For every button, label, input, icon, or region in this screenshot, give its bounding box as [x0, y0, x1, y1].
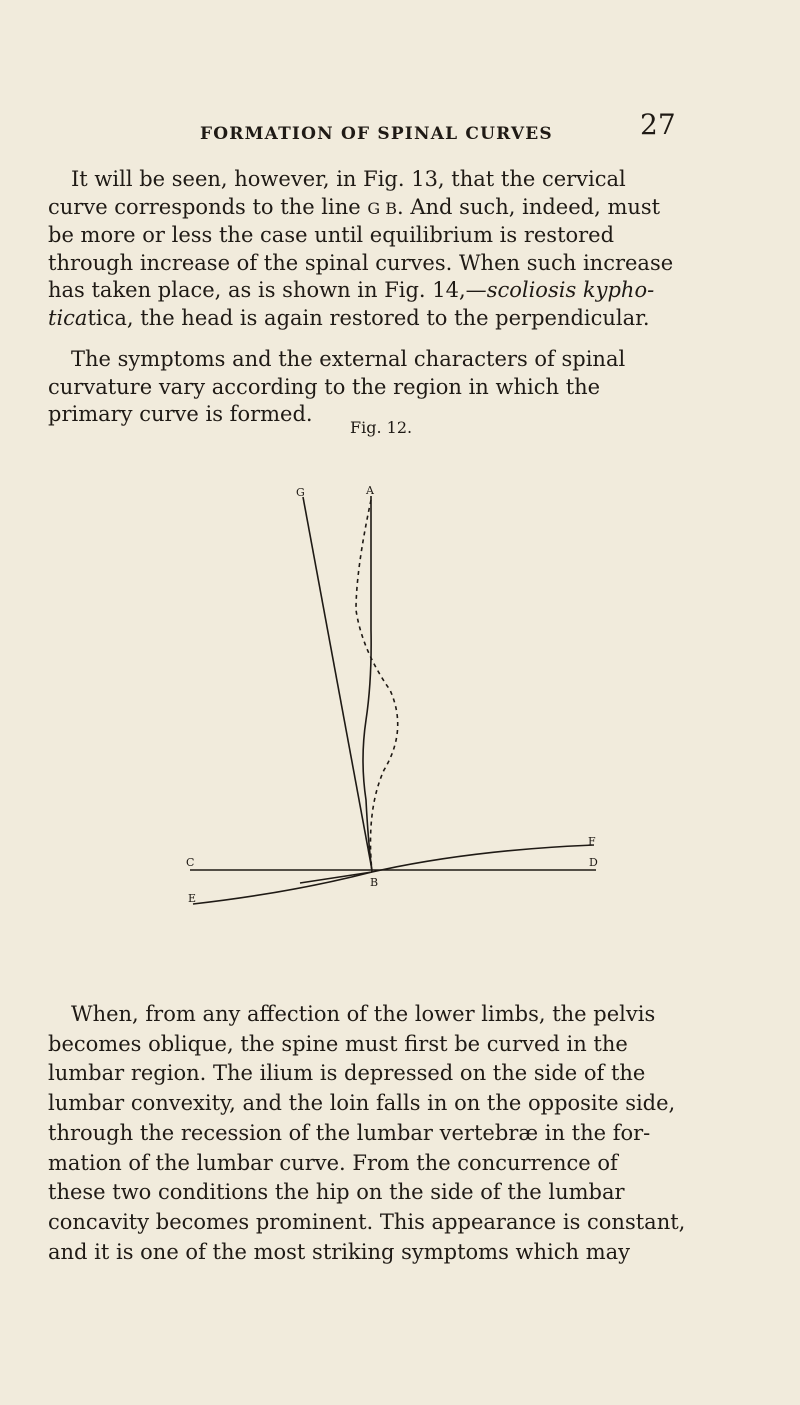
text-line: becomes oblique, the spine must first be curved in the — [48, 1031, 628, 1056]
italic-term: tica — [48, 305, 88, 330]
label-c: C — [186, 856, 195, 869]
text-run: curve corresponds to the line — [48, 194, 361, 219]
text-line: lumbar convexity, and the loin falls in on the opposite side, — [48, 1091, 676, 1116]
page-number: 27 — [640, 108, 676, 141]
spinal-curve-solid — [363, 496, 372, 872]
label-a: A — [366, 484, 374, 497]
label-f: F — [588, 835, 596, 848]
line-e-f — [193, 845, 594, 904]
text-line: and it is one of the most striking symptoms which may — [48, 1239, 631, 1264]
label-e: E — [188, 892, 197, 905]
line-reference: G B — [367, 198, 398, 218]
text-line: When, from any affection of the lower limbs, the pelvis — [71, 1002, 656, 1026]
text-line: lumbar region. The ilium is depressed on the side of the — [48, 1061, 646, 1086]
text-line: mation of the lumbar curve. From the concurrence of — [48, 1150, 618, 1175]
text-line: primary curve is formed. — [48, 402, 313, 426]
text-run: has taken place, as is shown in Fig. 14,— — [48, 278, 487, 302]
running-head: FORMATION OF SPINAL CURVES — [200, 124, 553, 144]
paragraph-3 — [48, 1000, 708, 1267]
label-b: B — [370, 876, 379, 889]
text-line: be more or less the case until equilibrium is restored — [48, 223, 615, 247]
text-line: curvature vary according to the region in which the — [48, 374, 601, 399]
text-line: The symptoms and the external characters of spinal — [71, 347, 626, 371]
text-line: It will be seen, however, in Fig. 13, that the cervical — [71, 167, 626, 191]
text-line: these two conditions the hip on the side of the lumbar — [48, 1180, 625, 1205]
text-run: tica, the head is again restored to the perpendicular. — [87, 305, 650, 330]
label-d: D — [589, 856, 598, 869]
line-g-b — [303, 497, 372, 870]
text-line: through increase of the spinal curves. When such increase — [48, 250, 674, 275]
label-g: G — [296, 486, 305, 499]
text-run: . And such, indeed, must — [397, 194, 661, 219]
italic-term: scoliosis kypho- — [486, 278, 655, 302]
figure-caption: Fig. 12. — [350, 418, 413, 437]
text-line: through the recession of the lumbar vertebræ in the for- — [48, 1120, 651, 1145]
text-line: concavity becomes prominent. This appearance is constant, — [48, 1209, 686, 1234]
